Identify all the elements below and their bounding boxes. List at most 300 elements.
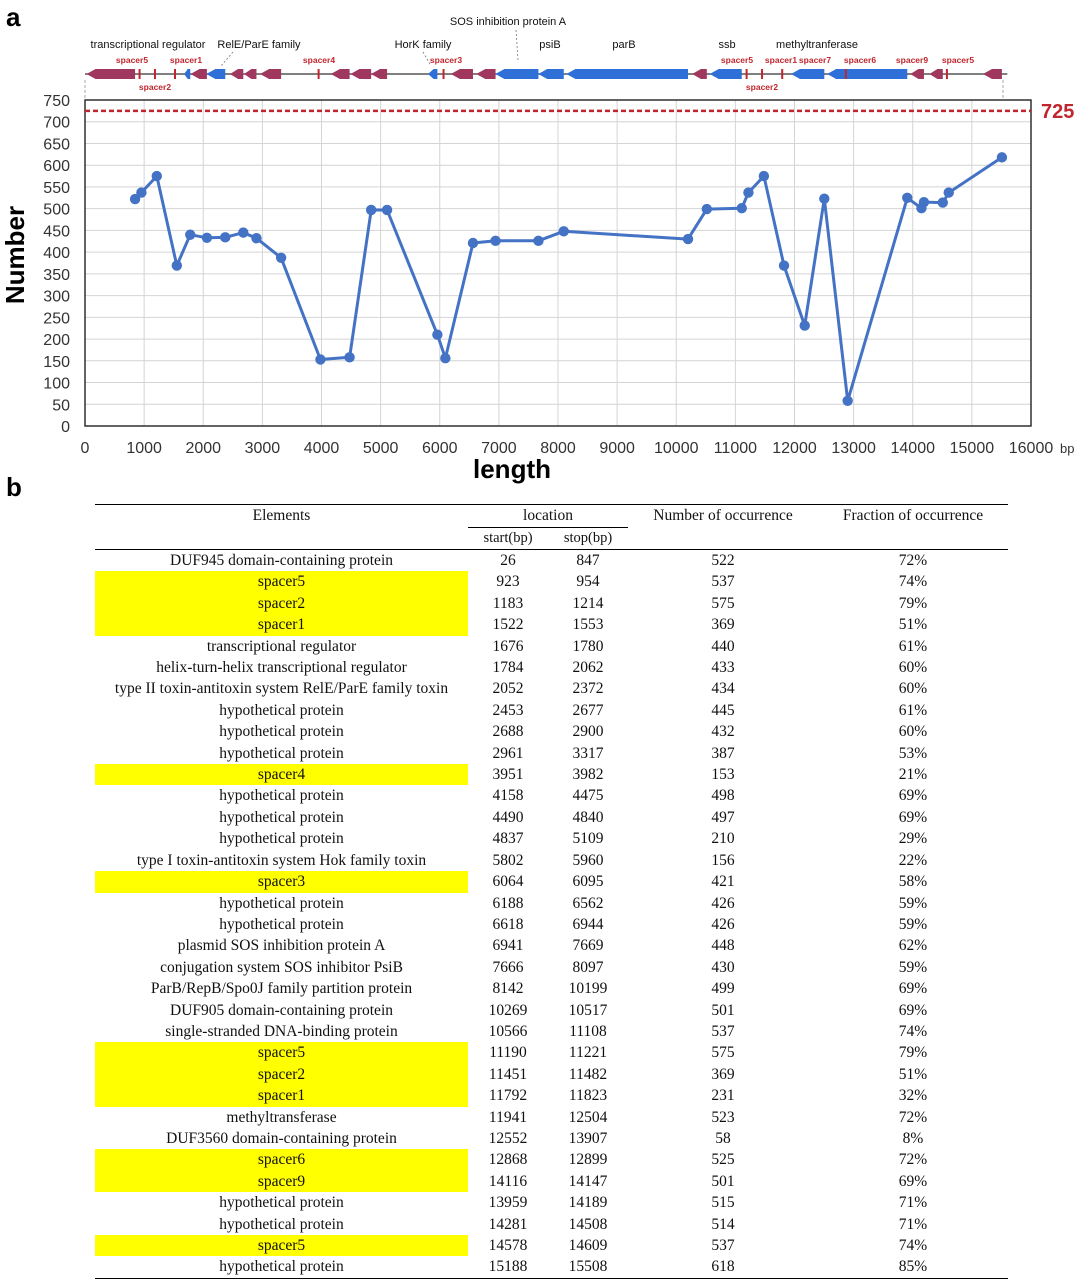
- cell-start: 14578: [488, 1237, 528, 1254]
- data-point: [944, 187, 954, 197]
- cell-fraction: 74%: [898, 1022, 928, 1040]
- cell-fraction: 32%: [898, 1087, 928, 1105]
- cell-stop: 15508: [548, 1256, 628, 1278]
- cell-element: hypothetical protein: [219, 723, 344, 741]
- cell-start: 923: [496, 573, 520, 591]
- data-point: [938, 197, 948, 207]
- cell-number: 618: [628, 1256, 818, 1278]
- cell-element: conjugation system SOS inhibitor PsiB: [160, 958, 403, 976]
- data-point: [919, 197, 929, 207]
- y-tick-label: 300: [43, 288, 70, 306]
- data-point: [172, 260, 182, 270]
- cell-fraction: 51%: [898, 1065, 928, 1083]
- cell-element: spacer2: [95, 1064, 468, 1085]
- table-row: [95, 1042, 1008, 1063]
- data-point: [468, 238, 478, 248]
- line-chart: [0, 93, 1074, 484]
- gene-arrow: [495, 69, 538, 79]
- data-point: [902, 193, 912, 203]
- table-row: [95, 614, 1008, 635]
- cell-stop: 5109: [572, 830, 604, 848]
- table-row: [95, 1256, 1008, 1278]
- cell-fraction: 22%: [898, 851, 928, 869]
- cell-stop: 8097: [572, 958, 604, 976]
- cell-fraction: 69%: [898, 808, 928, 826]
- gene-label: transcriptional regulator: [90, 39, 206, 51]
- gene-arrow: [184, 69, 190, 79]
- cell-element: hypothetical protein: [219, 1194, 344, 1212]
- occurrence-table-container: [95, 504, 1008, 1279]
- cell-stop: 11823: [568, 1087, 608, 1105]
- cell-start: 2688: [492, 723, 524, 741]
- cell-stop: 2062: [572, 659, 604, 677]
- cell-fraction: 72%: [898, 1151, 928, 1169]
- table-row: [95, 893, 1008, 914]
- cell-start: 2961: [492, 744, 524, 762]
- spacer-label: spacer1: [169, 55, 203, 65]
- table-row: [95, 1107, 1008, 1128]
- cell-fraction: 69%: [898, 980, 928, 998]
- gene-label: methyltranferase: [776, 39, 858, 51]
- data-point: [743, 187, 753, 197]
- x-tick-label: 2000: [185, 440, 222, 457]
- cell-element: hypothetical protein: [219, 894, 344, 912]
- cell-stop: 11108: [569, 1022, 607, 1040]
- cell-number: 501: [711, 1001, 735, 1019]
- y-tick-label: 450: [43, 223, 70, 241]
- table-row: [95, 700, 1008, 721]
- cell-stop: 954: [576, 573, 600, 591]
- cell-stop: 12899: [568, 1151, 608, 1169]
- cell-start: 4490: [492, 808, 524, 826]
- data-point: [842, 396, 852, 406]
- leader-line: [221, 52, 233, 66]
- cell-stop: 1553: [572, 616, 604, 634]
- cell-element: transcriptional regulator: [206, 637, 357, 655]
- cell-start: 13959: [488, 1194, 528, 1212]
- cell-fraction: 51%: [898, 616, 928, 634]
- table-row: [95, 678, 1008, 699]
- cell-number: 537: [711, 573, 735, 591]
- gene-arrow: [451, 69, 473, 79]
- data-point: [251, 233, 261, 243]
- data-point: [559, 226, 569, 236]
- gene-arrow: [910, 69, 924, 79]
- cell-stop: 6562: [572, 894, 604, 912]
- cell-number: 523: [711, 1108, 735, 1126]
- cell-element: hypothetical protein: [219, 787, 344, 805]
- cell-number: 426: [711, 894, 735, 912]
- cell-fraction: 61%: [898, 637, 928, 655]
- cell-number: 515: [711, 1194, 735, 1212]
- data-point: [702, 204, 712, 214]
- cell-number: 537: [711, 1022, 735, 1040]
- cell-stop: 13907: [568, 1129, 608, 1147]
- cell-stop: 14609: [568, 1237, 608, 1254]
- spacer-label: spacer2: [138, 82, 172, 92]
- cell-fraction: 74%: [898, 573, 928, 591]
- table-row: [95, 1085, 1008, 1106]
- data-point: [344, 352, 354, 362]
- x-tick-label: 3000: [244, 440, 281, 457]
- cell-stop: 2900: [572, 723, 604, 741]
- gene-arrow: [929, 69, 942, 79]
- table-row: [95, 1214, 1008, 1235]
- spacer-label: spacer2: [745, 82, 779, 92]
- series-line: [135, 157, 1002, 400]
- header-start: start(bp): [483, 530, 533, 546]
- y-tick-label: 750: [43, 93, 70, 110]
- cell-number: 497: [711, 808, 735, 826]
- cell-start: 6941: [492, 937, 524, 955]
- table-row: [95, 807, 1008, 828]
- panel-a-letter: a: [6, 2, 21, 32]
- x-tick-label: 16000: [1008, 440, 1054, 457]
- cell-fraction: 71%: [898, 1194, 928, 1212]
- panel-b-letter: b: [6, 472, 22, 500]
- table-row: [95, 1171, 1008, 1192]
- gene-arrow: [428, 69, 437, 79]
- cell-stop: 11221: [568, 1044, 608, 1062]
- cell-number: 575: [711, 594, 735, 612]
- table-row: [95, 657, 1008, 678]
- table-row: [95, 721, 1008, 742]
- gene-label: ssb: [718, 39, 736, 51]
- cell-fraction: 61%: [898, 701, 928, 719]
- data-point: [220, 232, 230, 242]
- cell-stop: 2677: [572, 701, 604, 719]
- y-tick-label: 600: [43, 158, 70, 176]
- cell-element: spacer1: [95, 1085, 468, 1106]
- data-point: [533, 236, 543, 246]
- y-tick-label: 350: [43, 266, 70, 284]
- y-tick-label: 650: [43, 136, 70, 154]
- x-tick-label: 10000: [654, 440, 699, 457]
- cell-number: 537: [711, 1237, 735, 1254]
- data-point: [202, 233, 212, 243]
- cell-number: 433: [711, 659, 735, 677]
- x-tick-label: 0: [80, 440, 90, 457]
- table-row: [95, 743, 1008, 764]
- data-point: [997, 152, 1007, 162]
- data-point: [382, 205, 392, 215]
- cell-start: 10566: [488, 1022, 528, 1040]
- cell-stop: 5960: [572, 851, 604, 869]
- data-point: [759, 171, 769, 181]
- cell-number: 522: [711, 552, 735, 569]
- cell-stop: 11482: [568, 1065, 608, 1083]
- cell-number: 153: [711, 766, 735, 784]
- table-row: [95, 571, 1008, 592]
- cell-start: 11941: [488, 1108, 528, 1126]
- cell-start: 1522: [492, 616, 524, 634]
- cell-stop: 1214: [572, 594, 604, 612]
- cell-number: 387: [711, 744, 735, 762]
- cell-number: 231: [711, 1087, 735, 1105]
- table-row: [95, 1000, 1008, 1021]
- cell-element: spacer6: [95, 1149, 468, 1170]
- data-point: [490, 236, 500, 246]
- data-point: [238, 227, 248, 237]
- spacer-label: spacer7: [798, 55, 832, 65]
- spacer-label: spacer6: [843, 55, 877, 65]
- x-tick-label: 12000: [772, 440, 817, 457]
- table-row: [95, 550, 1008, 572]
- cell-element: type I toxin-antitoxin system Hok family toxin: [136, 851, 427, 869]
- threshold-label: 725: [1041, 100, 1075, 123]
- gene-label: HorK family: [394, 39, 452, 51]
- x-tick-label: 9000: [599, 440, 635, 457]
- x-unit-label: bp: [1060, 441, 1075, 456]
- cell-stop: 14508: [568, 1215, 608, 1233]
- data-point: [276, 253, 286, 263]
- cell-fraction: 62%: [898, 937, 928, 955]
- table-row: [95, 764, 1008, 785]
- spacer-label: spacer9: [895, 55, 929, 65]
- data-point: [683, 234, 693, 244]
- gene-arrow: [260, 69, 281, 79]
- cell-fraction: 69%: [898, 787, 928, 805]
- x-tick-label: 1000: [126, 440, 162, 457]
- data-point: [737, 203, 747, 213]
- x-tick-label: 15000: [949, 440, 995, 457]
- cell-element: spacer3: [95, 871, 468, 892]
- cell-number: 514: [711, 1215, 735, 1233]
- data-point: [800, 320, 810, 330]
- gene-arrow: [371, 69, 387, 79]
- cell-fraction: 8%: [902, 1129, 924, 1147]
- cell-element: DUF3560 domain-containing protein: [166, 1129, 397, 1147]
- spacer-label: spacer3: [429, 55, 463, 65]
- cell-start: 1784: [492, 659, 524, 677]
- gene-label: SOS inhibition protein A: [449, 16, 567, 28]
- table-row: [95, 957, 1008, 978]
- table-row: [95, 1064, 1008, 1085]
- spacer-label: spacer5: [115, 55, 149, 65]
- cell-fraction: 59%: [898, 958, 928, 976]
- cell-start: 1183: [492, 594, 524, 612]
- y-tick-label: 550: [43, 179, 70, 197]
- table-row: [95, 850, 1008, 871]
- header-stop: stop(bp): [563, 530, 613, 546]
- cell-number: 58: [715, 1129, 731, 1147]
- cell-fraction: 29%: [898, 830, 928, 848]
- figure-panel-a: [0, 0, 1080, 500]
- y-tick-label: 700: [43, 114, 70, 132]
- table-row: [95, 1021, 1008, 1042]
- cell-number: 501: [711, 1172, 735, 1190]
- x-tick-label: 13000: [831, 440, 876, 457]
- spacer-label: spacer1: [764, 55, 798, 65]
- table-row: [95, 636, 1008, 657]
- genome-map: [85, 16, 1007, 98]
- x-tick-label: 7000: [481, 440, 517, 457]
- cell-element: hypothetical protein: [95, 1256, 468, 1278]
- cell-element: hypothetical protein: [219, 701, 344, 719]
- cell-element: spacer9: [95, 1171, 468, 1192]
- y-tick-label: 250: [43, 310, 70, 328]
- header-location: location: [468, 505, 628, 528]
- data-point: [819, 193, 829, 203]
- data-point: [152, 171, 162, 181]
- cell-stop: 14189: [568, 1194, 608, 1212]
- cell-number: 499: [711, 980, 735, 998]
- cell-start: 11190: [489, 1044, 527, 1062]
- cell-number: 421: [711, 873, 735, 891]
- gene-label: parB: [612, 39, 636, 51]
- table-row: [95, 785, 1008, 806]
- table-row: [95, 871, 1008, 892]
- cell-stop: 7669: [572, 937, 604, 955]
- cell-number: 210: [711, 830, 735, 848]
- y-tick-label: 500: [43, 201, 70, 219]
- gene-label: psiB: [539, 39, 561, 51]
- cell-element: hypothetical protein: [219, 1215, 344, 1233]
- data-point: [440, 353, 450, 363]
- cell-fraction: 59%: [898, 915, 928, 933]
- x-tick-label: 4000: [303, 440, 340, 457]
- cell-start: 12552: [488, 1129, 528, 1147]
- cell-fraction: 60%: [898, 659, 928, 677]
- cell-element: hypothetical protein: [219, 915, 344, 933]
- cell-element: DUF905 domain-containing protein: [170, 1001, 393, 1019]
- cell-number: 426: [711, 915, 735, 933]
- data-point: [366, 205, 376, 215]
- cell-element: spacer1: [95, 614, 468, 635]
- table-body: [95, 550, 1008, 1279]
- cell-element: spacer4: [95, 764, 468, 785]
- cell-number: 434: [711, 680, 735, 698]
- y-tick-label: 50: [52, 397, 70, 415]
- cell-stop: 2372: [572, 680, 604, 698]
- cell-fraction: 60%: [898, 723, 928, 741]
- y-tick-label: 200: [43, 332, 70, 350]
- cell-fraction: 79%: [898, 1044, 928, 1062]
- gene-arrow: [983, 69, 1002, 79]
- spacer-label: spacer4: [302, 55, 336, 65]
- cell-stop: 4475: [572, 787, 604, 805]
- cell-element: ParB/RepB/Spo0J family partition protein: [150, 980, 413, 998]
- cell-number: 430: [711, 958, 735, 976]
- cell-number: 498: [711, 787, 735, 805]
- cell-fraction: 72%: [898, 1108, 928, 1126]
- cell-stop: 3982: [572, 766, 604, 784]
- gene-arrow: [87, 69, 136, 79]
- gene-label: RelE/ParE family: [217, 39, 301, 51]
- gene-arrow: [476, 69, 495, 79]
- gene-arrow: [710, 69, 742, 79]
- cell-fraction: 71%: [898, 1215, 928, 1233]
- cell-stop: 6095: [572, 873, 604, 891]
- cell-fraction: 60%: [898, 680, 928, 698]
- y-tick-label: 0: [61, 419, 70, 436]
- cell-fraction: 72%: [898, 552, 928, 569]
- cell-stop: 3317: [572, 744, 604, 762]
- x-tick-label: 5000: [362, 440, 399, 457]
- data-point: [779, 260, 789, 270]
- cell-number: 369: [711, 616, 735, 634]
- cell-stop: 847: [576, 552, 600, 569]
- y-tick-label: 400: [43, 245, 70, 263]
- cell-fraction: 79%: [898, 594, 928, 612]
- cell-start: 5802: [492, 851, 524, 869]
- cell-number: 525: [711, 1151, 735, 1169]
- cell-number: 448: [711, 937, 735, 955]
- gene-arrow: [190, 69, 206, 79]
- gene-arrow: [538, 69, 563, 79]
- data-point: [136, 187, 146, 197]
- cell-element: DUF945 domain-containing protein: [170, 552, 393, 569]
- gene-arrow: [230, 69, 243, 79]
- gene-arrow: [827, 69, 907, 79]
- cell-number: 575: [711, 1044, 735, 1062]
- cell-element: single-stranded DNA-binding protein: [165, 1022, 398, 1040]
- cell-stop: 10517: [568, 1001, 608, 1019]
- cell-element: helix-turn-helix transcriptional regulator: [156, 659, 407, 677]
- cell-element: spacer5: [95, 571, 468, 592]
- cell-start: 2453: [492, 701, 524, 719]
- cell-fraction: 74%: [898, 1237, 928, 1254]
- cell-start: 11451: [488, 1065, 528, 1083]
- cell-start: 4158: [492, 787, 524, 805]
- cell-number: 445: [711, 701, 735, 719]
- table-row: [95, 593, 1008, 614]
- cell-fraction: 58%: [898, 873, 928, 891]
- cell-stop: 6944: [572, 915, 604, 933]
- cell-stop: 10199: [568, 980, 608, 998]
- cell-start: 7666: [492, 958, 524, 976]
- cell-start: 6064: [492, 873, 524, 891]
- cell-number: 440: [711, 637, 735, 655]
- cell-element: spacer2: [95, 593, 468, 614]
- cell-number: 156: [711, 851, 735, 869]
- cell-fraction: 59%: [898, 894, 928, 912]
- cell-start: 8142: [492, 980, 524, 998]
- table-row: [95, 1235, 1008, 1256]
- table-row: [95, 914, 1008, 935]
- cell-start: 6188: [492, 894, 524, 912]
- cell-element: hypothetical protein: [219, 744, 344, 762]
- cell-stop: 12504: [568, 1108, 608, 1126]
- cell-element: plasmid SOS inhibition protein A: [177, 937, 386, 955]
- table-row: [95, 1128, 1008, 1149]
- y-tick-label: 150: [43, 353, 70, 371]
- table-row: [95, 1192, 1008, 1213]
- cell-start: 2052: [492, 680, 524, 698]
- cell-element: hypothetical protein: [219, 830, 344, 848]
- occurrence-table: [95, 504, 1008, 1279]
- cell-start: 14281: [488, 1215, 528, 1233]
- gene-arrow: [692, 69, 707, 79]
- cell-fraction: 69%: [898, 1172, 928, 1190]
- y-tick-label: 100: [43, 375, 70, 393]
- cell-start: 6618: [492, 915, 524, 933]
- cell-start: 10269: [488, 1001, 528, 1019]
- gene-arrow: [331, 69, 350, 79]
- x-tick-label: 14000: [890, 440, 935, 457]
- x-tick-label: 6000: [421, 440, 458, 457]
- x-axis-title: length: [473, 454, 551, 484]
- cell-number: 369: [711, 1065, 735, 1083]
- cell-start: 26: [500, 552, 516, 569]
- table-row: [95, 935, 1008, 956]
- header-fraction: Fraction of occurrence: [842, 507, 984, 524]
- y-axis-title: Number: [0, 205, 30, 305]
- gene-arrow: [244, 69, 257, 79]
- data-point: [432, 330, 442, 340]
- gene-arrow: [566, 69, 688, 79]
- cell-element: type II toxin-antitoxin system RelE/ParE family toxin: [114, 680, 449, 698]
